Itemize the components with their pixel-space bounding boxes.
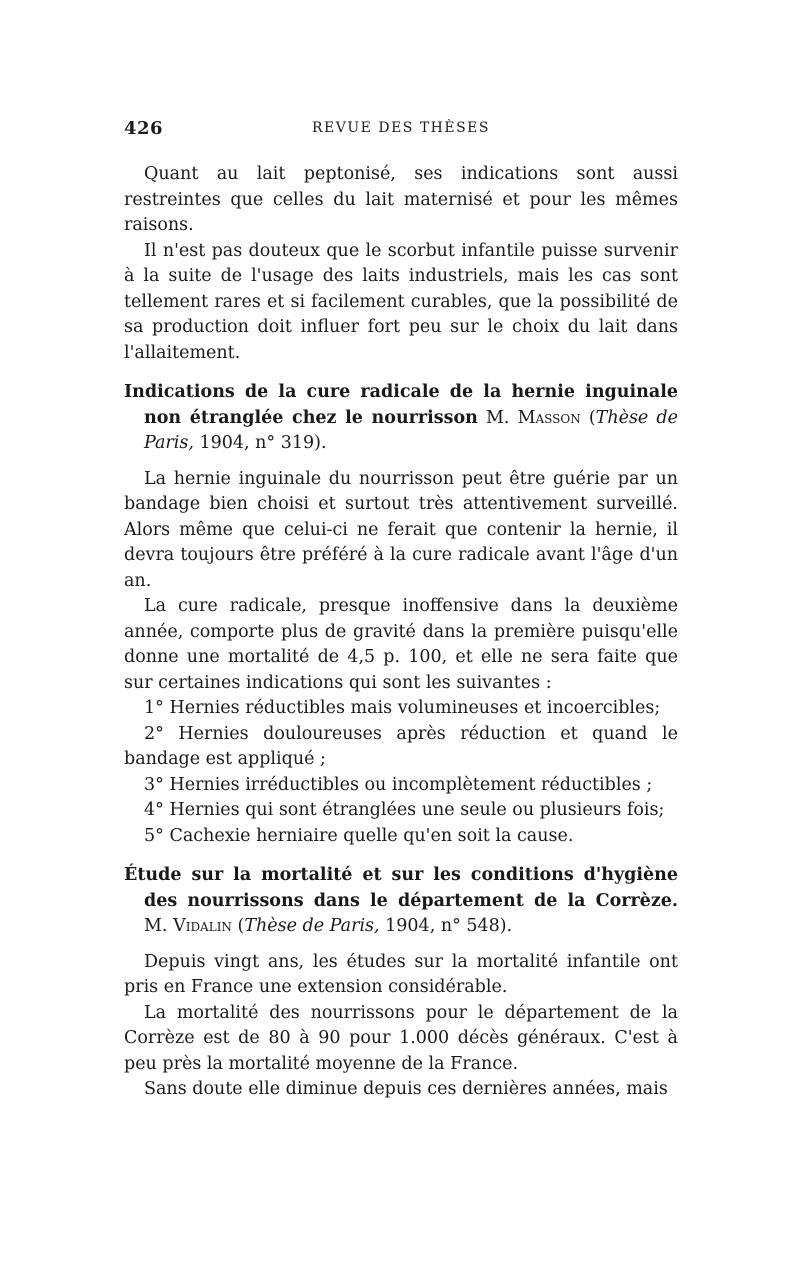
section-heading-hernie xyxy=(124,380,678,457)
citation-title: Thèse de Paris, xyxy=(144,407,678,453)
list-item: 1° Hernies réductibles mais volumineuses et incoercibles; xyxy=(144,698,661,718)
author-initial: M. xyxy=(144,916,168,936)
list-item: 5° Cachexie herniaire quelle qu'en soit la cause. xyxy=(144,825,574,846)
citation-details: 1904, n° 319). xyxy=(193,433,327,453)
list-item: 3° Hernies irréductibles ou incomplètement réductibles ; xyxy=(144,774,653,795)
page-header xyxy=(124,118,678,144)
running-head: REVUE DES THÈSES xyxy=(312,120,490,136)
list-item: 4° Hernies qui sont étranglées une seule ou plusieurs fois; xyxy=(144,800,665,820)
citation-details: 1904, n° 548). xyxy=(379,916,513,936)
citation-open: ( xyxy=(237,916,245,936)
citation-open: ( xyxy=(588,407,596,428)
paragraph-6: La mortalité des nourrissons pour le département de la Corrèze est de 80 à 90 pour 1.000 décès généraux. C'est à peu près la mortalité moyenne de la France. xyxy=(124,1002,678,1074)
paragraph-4: La cure radicale, presque inoffensive dans la deuxième année, comporte plus de gravité dans la première puisqu'elle donne une mortalité de 4,5 p. 100, et elle ne sera faite que sur certaines indications qui sont les suivantes : xyxy=(124,596,678,693)
author-name: Vidalin xyxy=(173,916,232,936)
paragraph-7: Sans doute elle diminue depuis ces dernières années, mais xyxy=(144,1079,668,1099)
author-initial: M. xyxy=(485,407,510,428)
section-title: Indications de la cure radicale de la hernie inguinale non étranglée chez le nourrisson xyxy=(124,382,678,428)
paragraph-3: La hernie inguinale du nourrisson peut être guérie par un bandage bien choisi et surtout très attentivement surveillé. Alors même que celui-ci ne ferait que contenir la hernie, il devra toujours être préféré à la cure radicale avant l'âge d'un an. xyxy=(124,468,678,591)
paragraph-5: Depuis vingt ans, les études sur la mortalité infantile ont pris en France une extension considérable. xyxy=(124,951,678,997)
list-item: 2° Hernies douloureuses après réduction et quand le bandage est appliqué ; xyxy=(124,723,678,769)
paragraph-1: Quant au lait peptonisé, ses indications sont aussi restreintes que celles du lait maternisé et pour les mêmes raisons. xyxy=(124,164,678,235)
book-page xyxy=(124,118,678,1103)
section-heading-correze xyxy=(124,863,678,940)
paragraph-2: Il n'est pas douteux que le scorbut infantile puisse survenir à la suite de l'usage des laits industriels, mais les cas sont tellement rares et si facilement curables, que la possibilité de sa production doit influer fort peu sur le choix du lait dans l'allaitement. xyxy=(124,240,678,363)
author-name: Masson xyxy=(517,407,581,428)
section-title: Étude sur la mortalité et sur les conditions d'hygiène des nourrissons dans le département de la Corrèze. xyxy=(124,865,678,911)
indications-list xyxy=(124,696,678,849)
citation-title: Thèse de Paris, xyxy=(244,916,380,936)
page-number: 426 xyxy=(124,118,164,139)
